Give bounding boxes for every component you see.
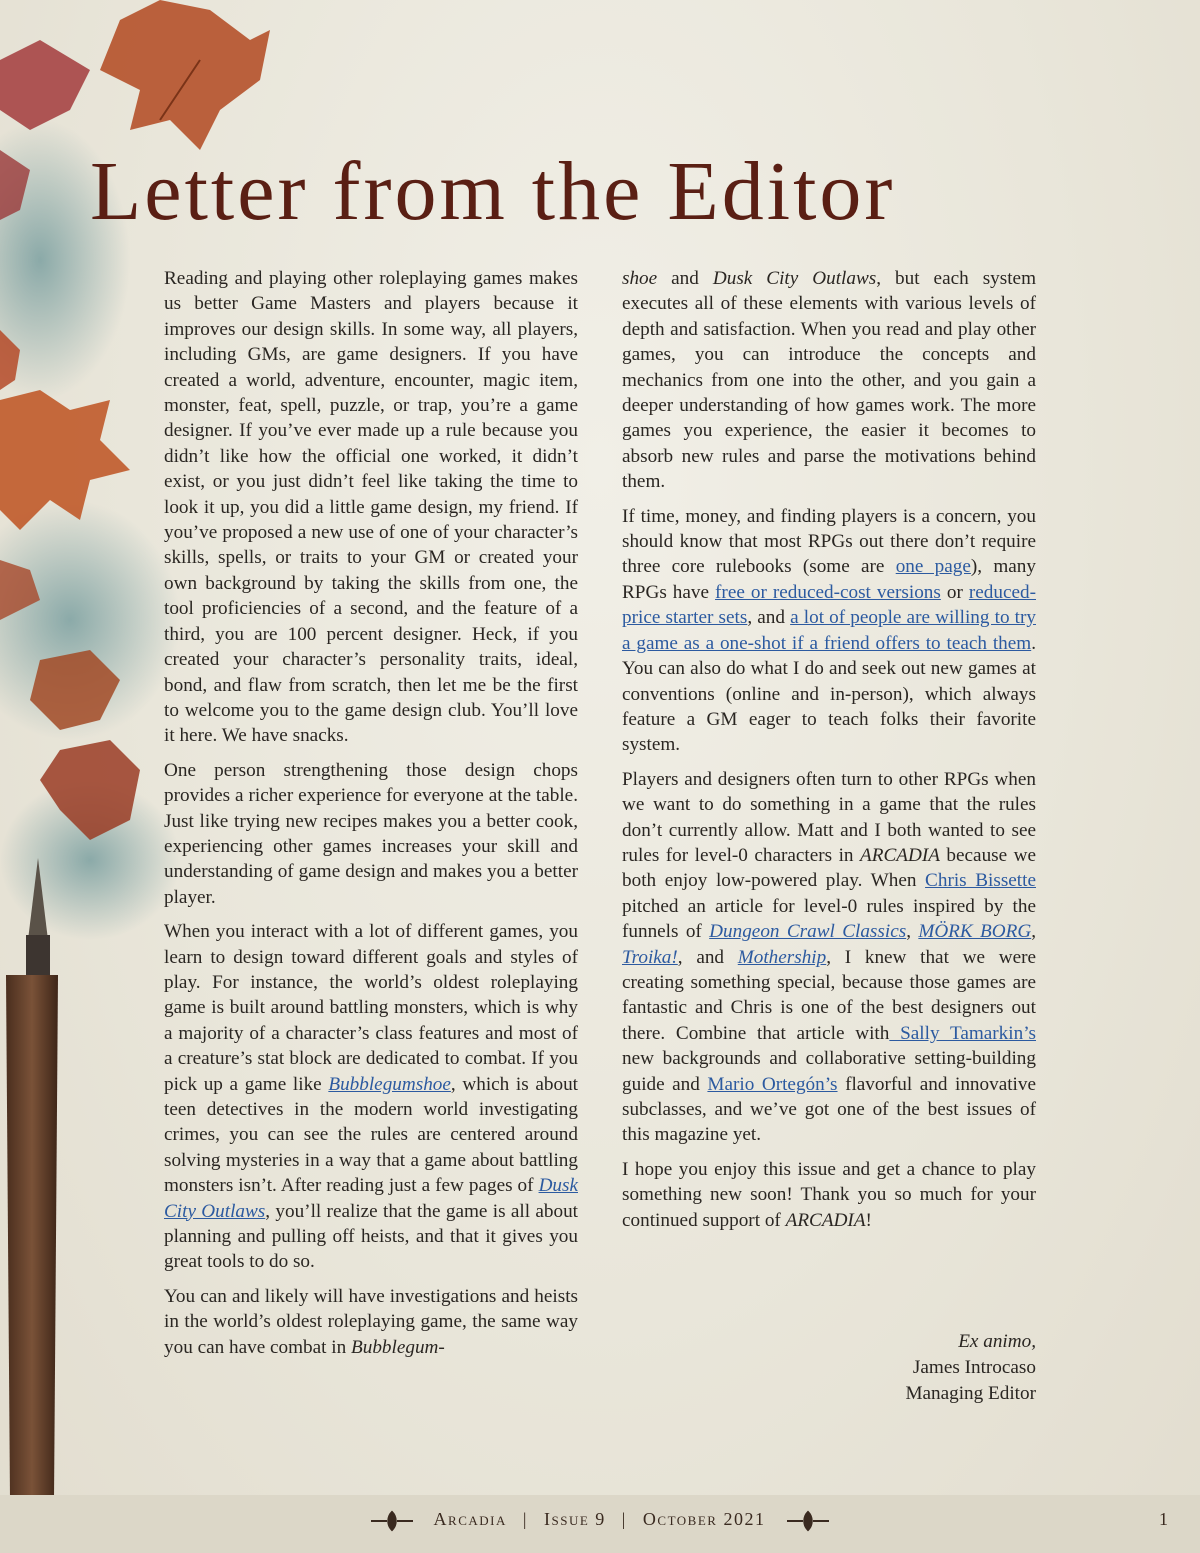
paragraph: I hope you enjoy this issue and get a chance to play something new soon! Thank you so much for your continued support of ARCADIA! — [622, 1158, 1036, 1231]
footer-issue: Issue 9 — [544, 1509, 606, 1529]
fleuron-left-icon — [369, 1510, 415, 1532]
link-chris-bissette[interactable]: Chris Bissette — [925, 870, 1036, 892]
link-bubblegumshoe[interactable]: Bubblegumshoe — [328, 1073, 451, 1095]
paragraph: shoe and Dusk City Outlaws, but each system executes all of these elements with various levels of depth and satisfaction. When you read and play other games, you can introduce the concepts and mechanics from one into the other, and you gain a deeper understanding of how games work. The more games you experience, the easier it becomes to absorb new rules and parse the motivations behind them. — [622, 268, 1036, 493]
page-title: Letter from the Editor — [90, 145, 896, 238]
signoff-closing: Ex animo, — [958, 1331, 1036, 1352]
page-number: 1 — [1159, 1509, 1168, 1529]
fleuron-right-icon — [785, 1510, 831, 1532]
link-troika[interactable]: Troika! — [622, 946, 678, 968]
page-footer — [0, 1495, 1200, 1553]
link-free-versions[interactable]: free or reduced-cost versions — [715, 581, 941, 603]
leaf-red-top — [0, 40, 90, 130]
link-sally-tamarkin[interactable]: Sally Tamarkin’s — [889, 1022, 1036, 1044]
link-mario-ortegon[interactable]: Mario Ortegón’s — [707, 1073, 838, 1095]
footer-date: October 2021 — [642, 1509, 766, 1529]
link-one-shot[interactable]: a lot of people are willing to try a game as a one-shot if a friend offers to teach them — [622, 607, 1036, 654]
link-dusk-city-outlaws[interactable]: Dusk City Outlaws — [164, 1175, 578, 1222]
paragraph: Reading and playing other roleplaying games makes us better Game Masters and players because it improves our design skills. In some way, all players, including GMs, are game designers. If you have created a world, adventure, encounter, magic item, monster, feat, spell, puzzle, or trap, you’re a game designer. If you’ve ever made up a rule because you didn’t like how the official one worked, it didn’t exist, or you just didn’t feel like taking the time to look it up, you did a little game design, my friend. If you’ve proposed a new use of one of your character’s skills, spells, or traits to your GM or created your own background by taking the skills from one, the tool proficiencies of a second, and the feature of a third, you are 100 percent designer. Heck, if you created your character’s personality traits, ideal, bond, and flaw from scratch, then let me be the first to welcome you to the game design club. You’ll love it here. We have snacks. — [164, 268, 578, 747]
signoff-name: James Introcaso — [912, 1357, 1036, 1378]
maple-leaf-top — [100, 0, 270, 150]
signoff — [905, 1329, 1036, 1407]
footer-running-head — [0, 1509, 1200, 1532]
left-column — [164, 266, 578, 1369]
link-dungeon-crawl-classics[interactable]: Dungeon Crawl Classics — [709, 921, 907, 943]
paragraph: If time, money, and finding players is a concern, you should know that most RPGs out there don’t require three core rulebooks (some are one page), many RPGs have free or reduced-cost versions or reduced-price starter sets, and a lot of people are willing to try a game as a one-shot if a friend offers to teach them. You can also do what I do and seek out new games at conventions (online and in-person), which always feature a GM eager to teach folks their favorite system. — [622, 505, 1036, 756]
paragraph: You can and likely will have investigations and heists in the world’s oldest roleplaying game, the same way you can have combat in Bubblegum- — [164, 1285, 578, 1358]
link-starter-sets[interactable]: reduced-price starter sets — [622, 581, 1036, 629]
paragraph: Players and designers often turn to other RPGs when we want to do something in a game that the rules don’t currently allow. Matt and I both wanted to see rules for level-0 characters in ARCADIA because we both enjoy low-powered play. When Chris Bissette pitched an article for level-0 rules inspired by the funnels of Dungeon Crawl Classics, MÖRK BORG, Troika!, and Mothership, I knew that we were creating something special, because those games are fantastic and Chris is one of the best designers out there. Combine that article with Sally Tamarkin’s new backgrounds and collaborative setting-building guide and Mario Ortegón’s flavorful and innovative subclasses, and we’ve got one of the best issues of this magazine yet. — [622, 768, 1037, 1146]
signoff-role: Managing Editor — [905, 1383, 1036, 1404]
link-mothership[interactable]: Mothership — [737, 946, 827, 968]
footer-separator: | — [621, 1509, 627, 1529]
paragraph: One person strengthening those design chops provides a richer experience for everyone at the table. Just like trying new recipes makes you a better cook, experiencing other games increases your skill and understanding of game design and makes you a better player. — [164, 759, 578, 908]
footer-separator: | — [522, 1509, 528, 1529]
link-one-page[interactable]: one page — [895, 556, 971, 578]
quill-pen-icon — [6, 858, 58, 1500]
link-mork-borg[interactable]: MÖRK BORG — [918, 921, 1032, 943]
footer-publication: Arcadia — [433, 1509, 507, 1529]
paragraph: When you interact with a lot of different games, you learn to design toward different goals and styles of play. For instance, the world’s oldest roleplaying game is built around battling monsters, which is why a majority of a character’s class features and most of a creature’s stat block are dedicated to combat. If you pick up a game like Bubblegumshoe, which is about teen detectives in the modern world investigating crimes, you can see the rules are centered around solving mysteries in a way that a game about battling monsters isn’t. After reading just a few pages of Dusk City Outlaws, you’ll realize that the game is all about planning and pulling off heists, and that it gives you great tools to do so. — [164, 921, 578, 1273]
right-column — [622, 266, 1036, 1242]
